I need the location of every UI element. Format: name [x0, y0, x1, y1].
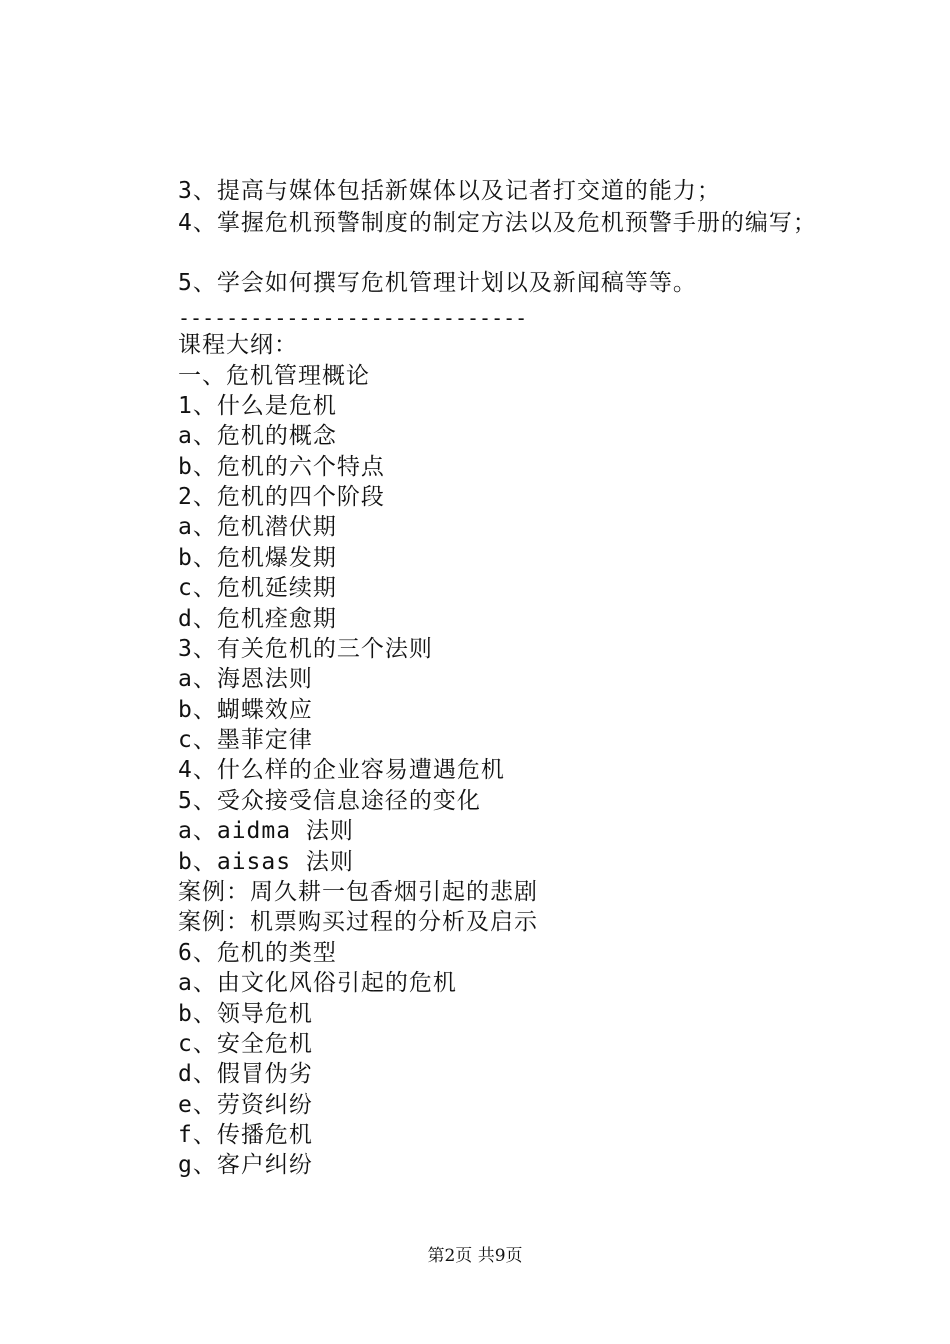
outline-line: b、危机的六个特点	[178, 454, 385, 480]
outline-line: a、危机的概念	[178, 423, 337, 449]
outline-line: d、危机痊愈期	[178, 606, 337, 632]
outline-line: 案例：机票购买过程的分析及启示	[178, 909, 538, 935]
outline-line: a、由文化风俗引起的危机	[178, 970, 457, 996]
outline-heading: 课程大纲：	[178, 332, 298, 358]
outline-line: a、危机潜伏期	[178, 514, 337, 540]
outline-line: c、危机延续期	[178, 575, 337, 601]
outline-line: b、aisas 法则	[178, 849, 354, 875]
outline-line: b、危机爆发期	[178, 545, 337, 571]
outline-line: 6、危机的类型	[178, 940, 337, 966]
outline-line: 3、有关危机的三个法则	[178, 636, 433, 662]
outline-line: a、aidma 法则	[178, 818, 354, 844]
outline-line: c、安全危机	[178, 1031, 313, 1057]
outline-line: c、墨菲定律	[178, 727, 313, 753]
outline-line: 2、危机的四个阶段	[178, 484, 385, 510]
outline-line: b、领导危机	[178, 1001, 313, 1027]
divider-line: -----------------------------	[178, 306, 528, 330]
outline-line: f、传播危机	[178, 1122, 313, 1148]
page-number-footer: 第2页 共9页	[427, 1246, 523, 1266]
intro-item: 4、掌握危机预警制度的制定方法以及危机预警手册的编写；	[178, 210, 817, 236]
intro-item: 5、学会如何撰写危机管理计划以及新闻稿等等。	[178, 270, 697, 296]
outline-line: 一、危机管理概论	[178, 363, 370, 389]
outline-line: 1、什么是危机	[178, 393, 337, 419]
outline-line: e、劳资纠纷	[178, 1092, 313, 1118]
intro-item: 3、提高与媒体包括新媒体以及记者打交道的能力；	[178, 178, 721, 204]
outline-line: a、海恩法则	[178, 666, 313, 692]
outline-line: 5、受众接受信息途径的变化	[178, 788, 481, 814]
outline-line: d、假冒伪劣	[178, 1061, 313, 1087]
outline-line: 案例：周久耕一包香烟引起的悲剧	[178, 879, 538, 905]
outline-line: b、蝴蝶效应	[178, 697, 313, 723]
outline-line: g、客户纠纷	[178, 1152, 313, 1178]
outline-line: 4、什么样的企业容易遭遇危机	[178, 757, 505, 783]
